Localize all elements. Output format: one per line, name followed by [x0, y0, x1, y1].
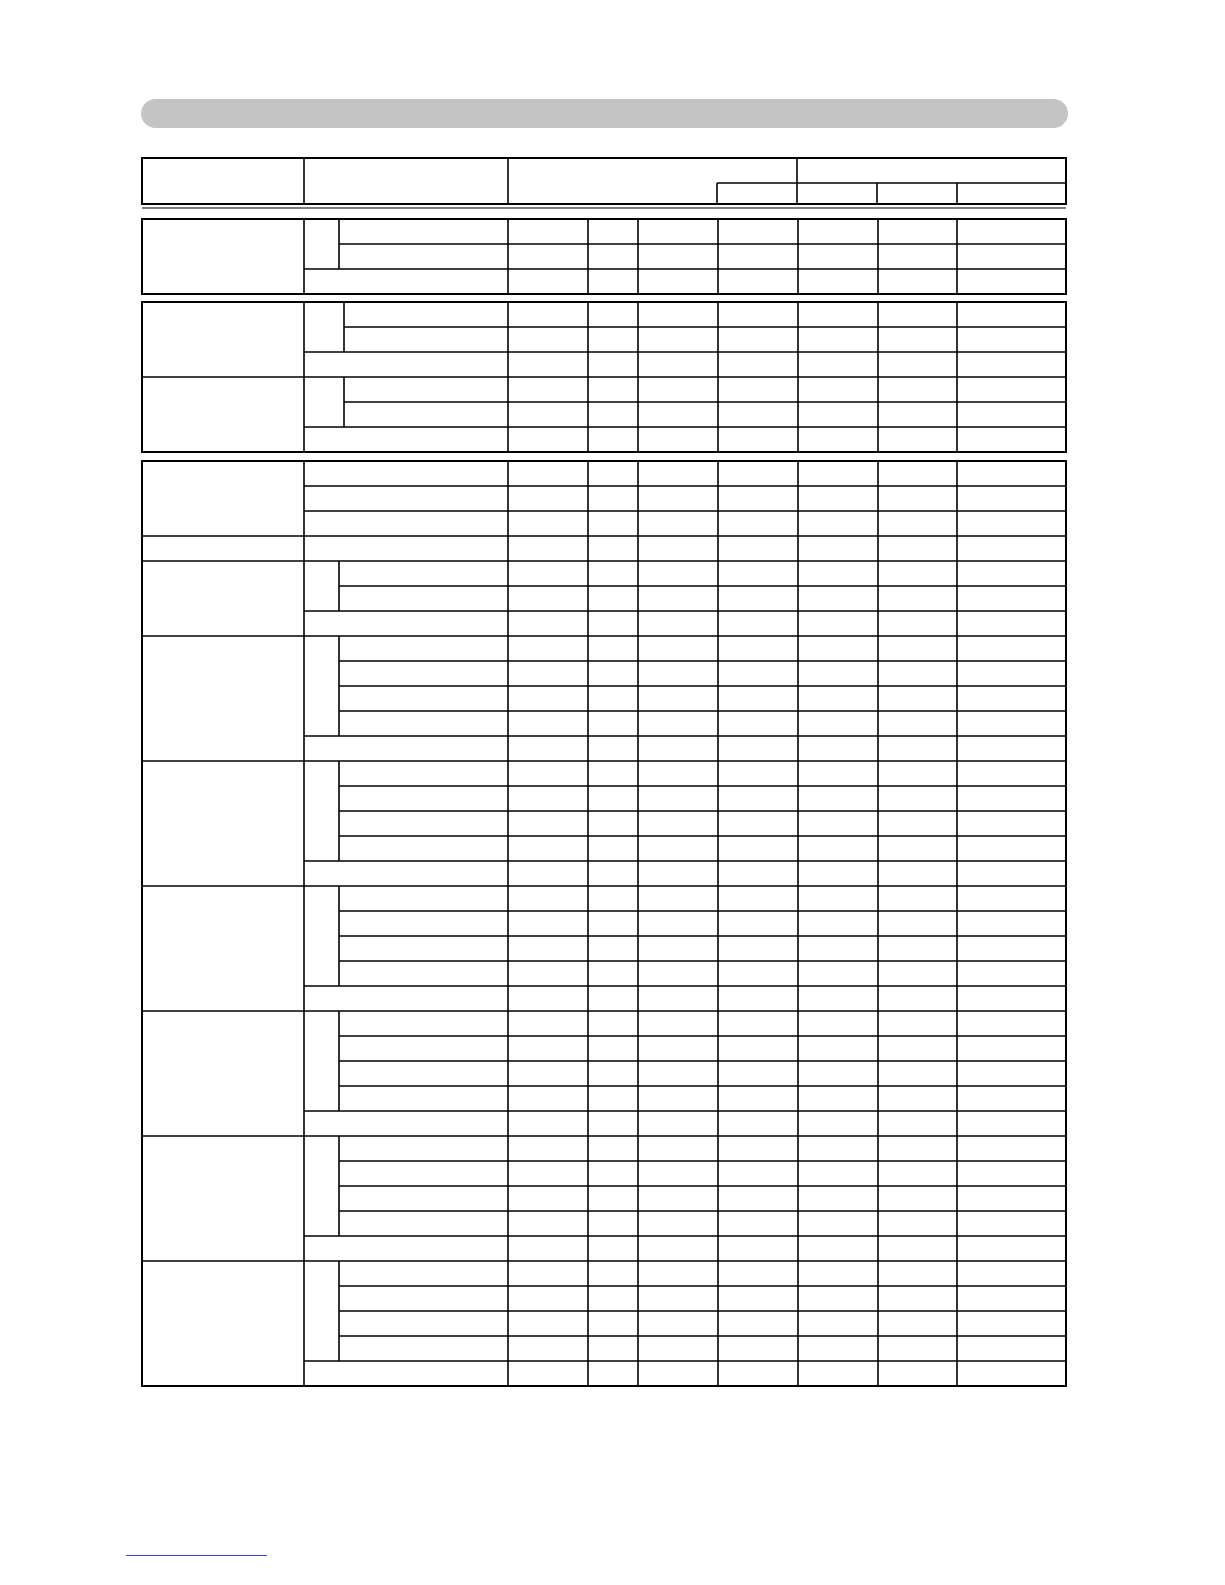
footer-link-underline	[126, 1555, 267, 1556]
table-block	[142, 219, 1066, 294]
table-header	[142, 158, 1066, 204]
table-block	[142, 461, 1066, 1386]
